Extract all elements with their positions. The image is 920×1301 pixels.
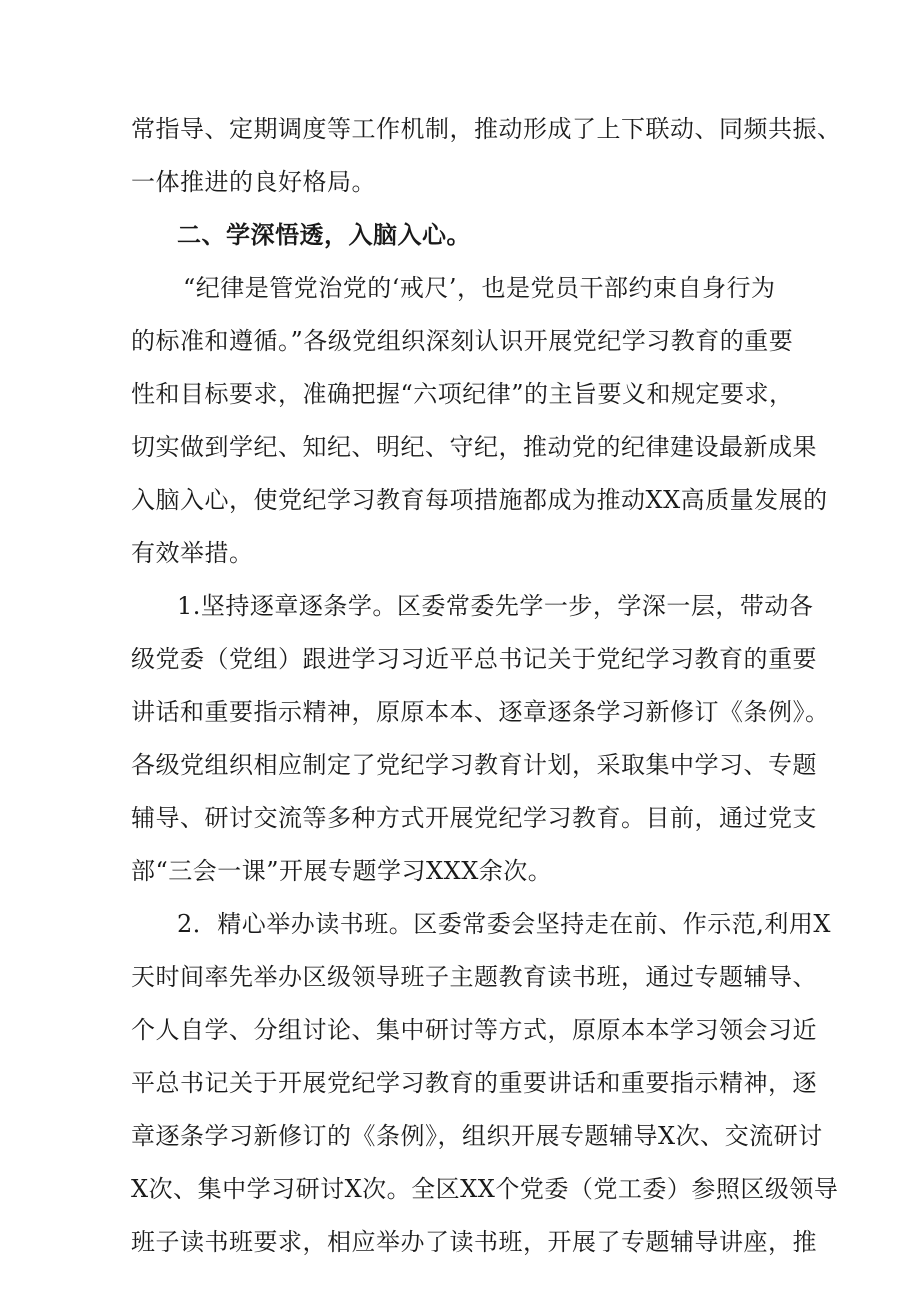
body-line: 部“三会一课”开展专题学习XXX余次。 — [131, 857, 553, 885]
body-line: 1.坚持逐章逐条学。区委常委先学一步，学深一层，带动各 — [177, 592, 814, 620]
body-line: 个人自学、分组讨论、集中研讨等方式，原原本本学习领会习近 — [131, 1016, 817, 1044]
section-heading: 二、学深悟透，入脑入心。 — [177, 221, 471, 249]
body-line: 常指导、定期调度等工作机制，推动形成了上下联动、同频共振、 — [131, 115, 842, 143]
body-line: 一体推进的良好格局。 — [131, 168, 376, 196]
body-line: 有效举措。 — [131, 539, 254, 567]
body-line: 入脑入心，使党纪学习教育每项措施都成为推动XX高质量发展的 — [131, 486, 828, 514]
body-line: 章逐条学习新修订的《条例》，组织开展专题辅导X次、交流研讨 — [131, 1122, 823, 1150]
document-body — [131, 103, 842, 1269]
body-line: 级党委（党组）跟进学习习近平总书记关于党纪学习教育的重要 — [131, 645, 817, 673]
body-line: 天时间率先举办区级领导班子主题教育读书班，通过专题辅导、 — [131, 963, 817, 991]
body-line: 切实做到学纪、知纪、明纪、守纪，推动党的纪律建设最新成果 — [131, 433, 817, 461]
body-line: 辅导、研讨交流等多种方式开展党纪学习教育。目前，通过党支 — [131, 804, 817, 832]
body-line: 各级党组织相应制定了党纪学习教育计划，采取集中学习、专题 — [131, 751, 817, 779]
body-line: “纪律是管党治党的‘戒尺’，也是党员干部约束自身行为 — [183, 274, 776, 302]
body-line: 讲话和重要指示精神，原原本本、逐章逐条学习新修订《条例》。 — [131, 698, 830, 726]
body-line: 平总书记关于开展党纪学习教育的重要讲话和重要指示精神，逐 — [131, 1069, 817, 1097]
body-line: 2．精心举办读书班。区委常委会坚持走在前、作示范,利用X — [177, 910, 831, 938]
body-line: 的标准和遵循。”各级党组织深刻认识开展党纪学习教育的重要 — [131, 327, 794, 355]
body-line: X次、集中学习研讨X次。全区XX个党委（党工委）参照区级领导 — [131, 1175, 839, 1203]
body-line: 性和目标要求，准确把握“六项纪律”的主旨要义和规定要求， — [131, 380, 794, 408]
body-line: 班子读书班要求，相应举办了读书班，开展了专题辅导讲座，推 — [131, 1228, 817, 1256]
